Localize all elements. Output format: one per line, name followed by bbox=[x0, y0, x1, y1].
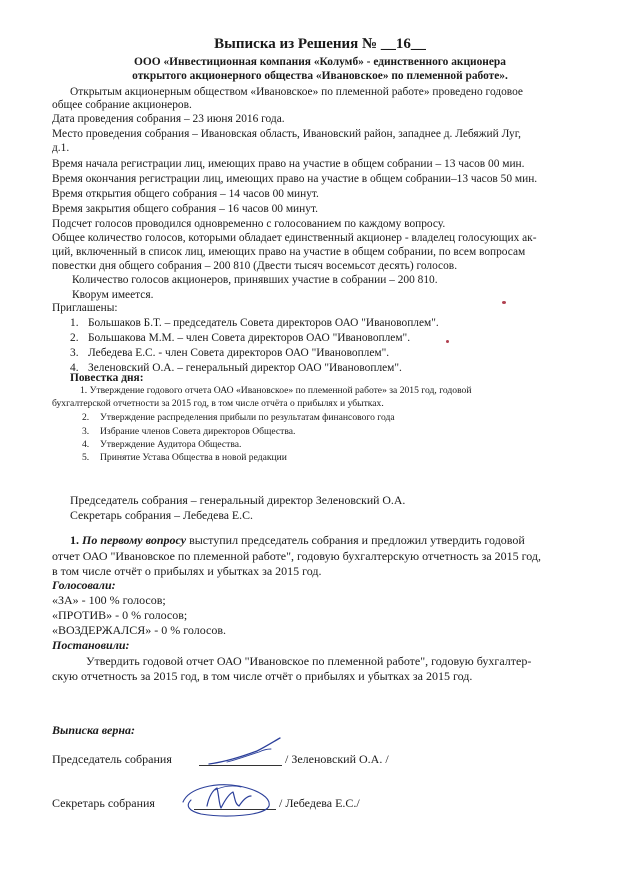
registration-end: Время окончания регистрации лиц, имеющих право на участие в общем собрании–13 часов 50 мин. bbox=[52, 173, 538, 185]
item-text: Лебедева Е.С. - член Совета директоров ОАО "Ивановоплем". bbox=[88, 347, 390, 359]
item-number: 3. bbox=[70, 347, 79, 359]
vote-against: «ПРОТИВ» - 0 % голосов; bbox=[52, 608, 188, 622]
votes-line-1: Общее количество голосов, которыми обладает единственный акционер - владелец голосующих ак- bbox=[52, 232, 537, 244]
open-time: Время открытия общего собрания – 14 часов 00 минут. bbox=[52, 188, 319, 200]
subtitle-line-2: открытого акционерного общества «Ивановское» по племенной работе». bbox=[132, 70, 508, 82]
intro-line-2: общее собрание акционеров. bbox=[52, 99, 192, 111]
question-1-line-2: отчет ОАО "Ивановское по племенной работе", годовую бухгалтерскую отчетность за 2015 год, bbox=[52, 549, 542, 563]
question-heading: По первому вопросу bbox=[82, 533, 187, 547]
item-text: Избрание членов Совета директоров Общества. bbox=[100, 426, 296, 437]
close-time: Время закрытия общего собрания – 16 часов 00 минут. bbox=[52, 203, 318, 215]
quorum-status: Кворум имеется. bbox=[72, 289, 154, 301]
agenda-item bbox=[82, 452, 287, 463]
agenda-label: Повестка дня: bbox=[70, 372, 144, 384]
invited-item bbox=[70, 347, 389, 359]
agenda-item bbox=[82, 426, 295, 437]
votes-line-2: ций, включенный в список лиц, имеющих право на участие в общем собрании, по всем вопросам bbox=[52, 246, 526, 258]
votes-line-3: повестки дня общего собрания – 200 810 (Двести тысяч восемьсот десять) голосов. bbox=[52, 260, 458, 272]
secretary-line: Секретарь собрания – Лебедева Е.С. bbox=[70, 508, 253, 522]
item-number: 2. bbox=[82, 412, 90, 423]
item-text: Зеленовский О.А. – генеральный директор ОАО "Ивановоплем". bbox=[88, 362, 402, 374]
invited-label: Приглашены: bbox=[52, 302, 118, 314]
chairman-signature-label: Председатель собрания bbox=[52, 752, 172, 766]
resolved-label: Постановили: bbox=[52, 638, 130, 652]
item-number: 4. bbox=[70, 362, 79, 374]
agenda-item bbox=[82, 412, 395, 423]
item-text: Большаков Б.Т. – председатель Совета директоров ОАО "Ивановоплем". bbox=[88, 317, 439, 329]
item-text: Утверждение распределения прибыли по результатам финансового года bbox=[100, 412, 395, 423]
item-number: 2. bbox=[70, 332, 79, 344]
vote-abstain: «ВОЗДЕРЖАЛСЯ» - 0 % голосов. bbox=[52, 623, 227, 637]
ink-mark bbox=[502, 301, 506, 304]
extract-verified-label: Выписка верна: bbox=[52, 723, 135, 737]
agenda-item-1a: 1. Утверждение годового отчета ОАО «Ивановское» по племенной работе» за 2015 год, годовой bbox=[80, 385, 472, 396]
item-text: Принятие Устава Общества в новой редакции bbox=[100, 452, 287, 463]
chairman-line: Председатель собрания – генеральный директор Зеленовский О.А. bbox=[70, 493, 406, 507]
ink-mark bbox=[446, 340, 449, 343]
chairman-name: / Зеленовский О.А. / bbox=[285, 752, 389, 766]
chairman-signature bbox=[205, 735, 285, 769]
place-line-2: д.1. bbox=[52, 142, 70, 154]
question-1-line-3: в том числе отчёт о прибылях и убытках за 2015 год. bbox=[52, 564, 322, 578]
secretary-signature bbox=[175, 776, 285, 820]
resolved-line-1: Утвердить годовой отчет ОАО "Ивановское по племенной работе", годовую бухгалтер- bbox=[86, 654, 532, 668]
document-title: Выписка из Решения № __16__ bbox=[214, 36, 426, 52]
participants-count: Количество голосов акционеров, принявших участие в собрании – 200 810. bbox=[72, 274, 438, 286]
question-number: 1. bbox=[70, 533, 79, 547]
item-number: 1. bbox=[70, 317, 79, 329]
subtitle-line-1: ООО «Инвестиционная компания «Колумб» - единственного акционера bbox=[134, 56, 506, 68]
item-text: Утверждение Аудитора Общества. bbox=[100, 439, 242, 450]
place-line-1: Место проведения собрания – Ивановская область, Ивановский район, западнее д. Лебяжий Луг, bbox=[52, 128, 521, 140]
item-number: 3. bbox=[82, 426, 90, 437]
agenda-item bbox=[82, 439, 241, 450]
intro-line-1: Открытым акционерным обществом «Ивановское» по племенной работе» проведено годовое bbox=[70, 86, 523, 98]
invited-item bbox=[70, 332, 410, 344]
item-number: 4. bbox=[82, 439, 90, 450]
meeting-date: Дата проведения собрания – 23 июня 2016 года. bbox=[52, 113, 285, 125]
item-number: 5. bbox=[82, 452, 90, 463]
invited-item bbox=[70, 317, 439, 329]
item-text: Большакова М.М. – член Совета директоров ОАО "Ивановоплем". bbox=[88, 332, 411, 344]
agenda-item-1b: бухгалтерской отчетности за 2015 год, в том числе отчёта о прибылях и убытках. bbox=[52, 398, 384, 409]
vote-count-method: Подсчет голосов проводился одновременно с голосованием по каждому вопросу. bbox=[52, 218, 446, 230]
secretary-signature-label: Секретарь собрания bbox=[52, 796, 155, 810]
resolved-line-2: скую отчетность за 2015 год, в том числе отчёт о прибылях и убытках за 2015 год. bbox=[52, 669, 473, 683]
question-1-line-1 bbox=[70, 533, 525, 548]
question-text: выступил председатель собрания и предложил утвердить годовой bbox=[189, 533, 525, 547]
vote-for: «ЗА» - 100 % голосов; bbox=[52, 593, 166, 607]
voted-label: Голосовали: bbox=[52, 578, 116, 592]
registration-start: Время начала регистрации лиц, имеющих право на участие в общем собрании – 13 часов 00 мин. bbox=[52, 158, 525, 170]
secretary-name: / Лебедева Е.С./ bbox=[279, 796, 360, 810]
